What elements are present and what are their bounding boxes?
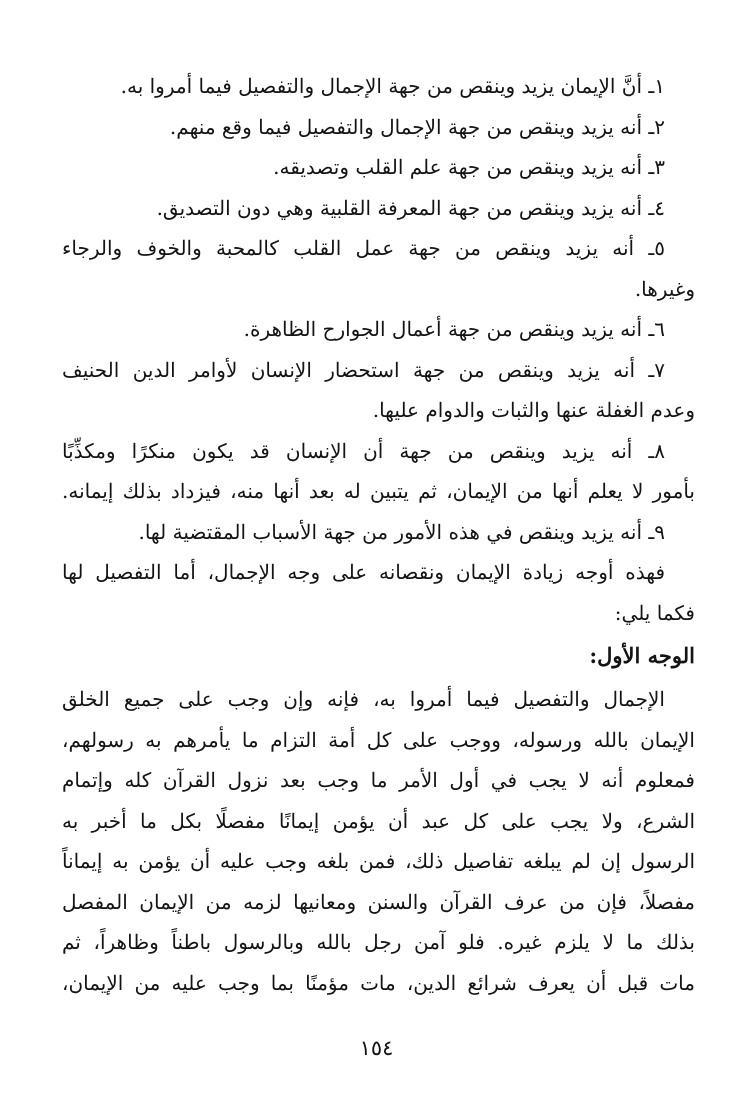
body-line-2: الإيمان بالله ورسوله، ووجب على كل أمة التزام ما يأمرهم به رسولهم، (62, 727, 695, 752)
page-number: ١٥٤ (359, 1036, 394, 1060)
list-item-9: ٩ـ أنه يزيد وينقص في هذه الأمور من جهة الأسباب المقتضية لها. (138, 519, 665, 544)
body-line-4: الشرع، ولا يجب على كل عبد أن يؤمن إيمانًا مفصلًا بكل ما أخبر به (62, 808, 695, 833)
list-item-5-continued: وغيرها. (634, 276, 695, 301)
list-item-7-continued: وعدم الغفلة عنها والثبات والدوام عليها. (372, 398, 695, 422)
list-item-3: ٣ـ أنه يزيد وينقص من جهة علم القلب وتصديقه. (273, 155, 665, 179)
list-item-1: ١ـ أنَّ الإيمان يزيد وينقص من جهة الإجمال والتفصيل فيما أمروا به. (120, 74, 665, 98)
summary-line-1: فهذه أوجه زيادة الإيمان ونقصانه على وجه الإجمال، أما التفصيل لها (62, 560, 665, 584)
body-line-6: مفصلاً، فإن من عرف القرآن والسنن ومعانيها لزمه من الإيمان المفصل (62, 889, 695, 914)
list-item-6: ٦ـ أنه يزيد وينقص من جهة أعمال الجوارح الظاهرة. (243, 317, 665, 341)
body-line-7: بذلك ما لا يلزم غيره. فلو آمن رجل بالله وبالرسول باطناً وظاهراً، ثم (62, 930, 695, 954)
list-item-4: ٤ـ أنه يزيد وينقص من جهة المعرفة القلبية وهي دون التصديق. (156, 195, 665, 220)
page-text (62, 66, 695, 1003)
body-line-3: فمعلوم أنه لا يجب في أول الأمر ما وجب بعد نزول القرآن كله وإتمام (62, 768, 695, 792)
list-item-8-continued: بأمور لا يعلم أنها من الإيمان، ثم يتبين له بعد أنها منه، فيزداد بذلك إيمانه. (62, 479, 695, 503)
body-line-1: الإجمال والتفصيل فيما أمروا به، فإنه وإن وجب على جميع الخلق (62, 687, 665, 711)
list-item-2: ٢ـ أنه يزيد وينقص من جهة الإجمال والتفصيل فيما وقع منهم. (169, 114, 665, 139)
list-item-7: ٧ـ أنه يزيد وينقص من جهة استحضار الإنسان لأوامر الدين الحنيف (62, 357, 665, 382)
body-line-8: مات قبل أن يعرف شرائع الدين، مات مؤمنًا بما وجب عليه من الإيمان، (62, 970, 695, 995)
list-item-5: ٥ـ أنه يزيد وينقص من جهة عمل القلب كالمحبة والخوف والرجاء (62, 236, 665, 260)
body-line-5: الرسول إن لم يبلغه تفاصيل ذلك، فمن بلغه وجب عليه أن يؤمن به إيماناً (62, 849, 695, 873)
section-heading: الوجه الأول: (589, 643, 695, 668)
summary-line-2: فكما يلي: (614, 600, 695, 625)
list-item-8: ٨ـ أنه يزيد وينقص من جهة أن الإنسان قد يكون منكرًا ومكذِّبًا (62, 438, 666, 463)
